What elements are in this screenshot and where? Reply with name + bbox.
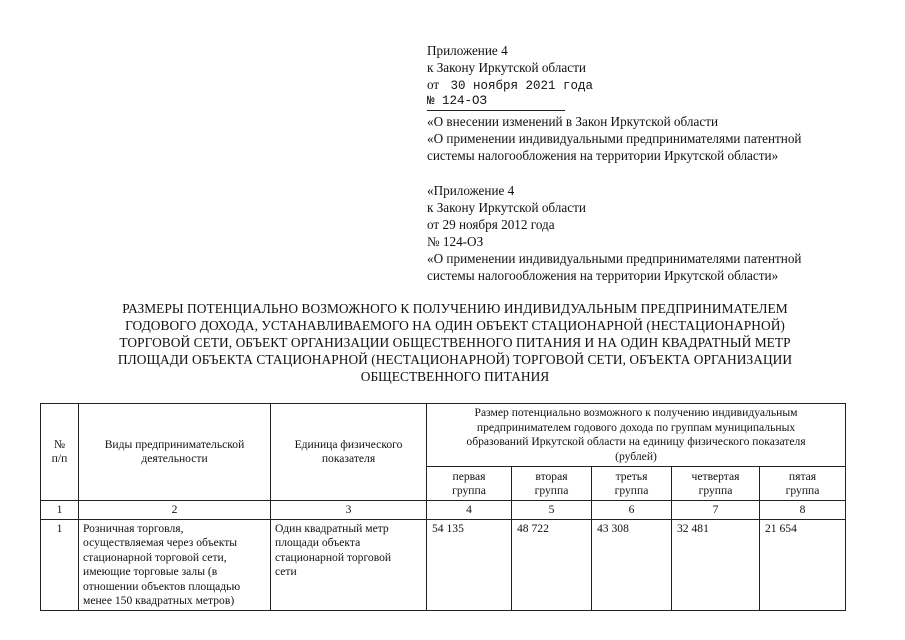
- header-text: деятельности: [141, 452, 208, 465]
- activity-line: отношении объектов площадью: [83, 579, 241, 593]
- col-header-income-size: [427, 404, 846, 467]
- header-text: первая: [452, 469, 486, 483]
- orig-appendix-line-4: № 124-ОЗ: [427, 234, 484, 249]
- value-group-2: 48 722: [512, 520, 592, 611]
- activity-line: стационарной торговой сети,: [83, 550, 227, 564]
- heading-line: ТОРГОВОЙ СЕТИ, ОБЪЕКТ ОРГАНИЗАЦИИ ОБЩЕСТВЕННОГО ПИТАНИЯ И НА ОДИН КВАДРАТНЫЙ МЕТР: [119, 335, 791, 350]
- orig-appendix-line-3: от 29 ноября 2012 года: [427, 217, 555, 232]
- col-header-group-1: [427, 467, 512, 501]
- number-underline: [427, 110, 565, 111]
- orig-appendix-line-2: к Закону Иркутской области: [427, 200, 586, 215]
- header-text: Виды предпринимательской: [104, 438, 245, 451]
- value-group-5: 21 654: [760, 520, 846, 611]
- orig-appendix-line-6: системы налогообложения на территории Иркутской области»: [427, 268, 779, 283]
- activity-line: Розничная торговля,: [83, 522, 184, 535]
- activity-line: имеющие торговые залы (в: [83, 565, 218, 579]
- header-text: образований Иркутской области на единицу физического показателя: [466, 435, 806, 448]
- orig-appendix-line-5: «О применении индивидуальными предпринимателями патентной: [427, 251, 802, 266]
- column-number-row: [41, 501, 846, 520]
- header-text: №: [53, 438, 66, 451]
- value-group-4: 32 481: [672, 520, 760, 611]
- col-header-group-5: [760, 467, 846, 501]
- header-row: [41, 404, 846, 467]
- column-number: 4: [427, 501, 512, 520]
- header-text: показателя: [321, 452, 376, 465]
- table-row: [41, 520, 846, 611]
- unit-line: стационарной торговой: [275, 550, 392, 564]
- unit-line: Один квадратный метр: [275, 522, 389, 535]
- col-header-group-3: [592, 467, 672, 501]
- heading-line: РАЗМЕРЫ ПОТЕНЦИАЛЬНО ВОЗМОЖНОГО К ПОЛУЧЕНИЮ ИНДИВИДУАЛЬНЫМ ПРЕДПРИНИМАТЕЛЕМ: [122, 301, 788, 316]
- appendix-law-line: к Закону Иркутской области: [427, 60, 586, 75]
- header-text: четвертая: [691, 469, 740, 483]
- header-text: группа: [534, 483, 569, 497]
- header-text: предпринимателем годового дохода по группам муниципальных: [476, 420, 796, 434]
- header-text: группа: [785, 483, 820, 497]
- value-group-3: 43 308: [592, 520, 672, 611]
- unit-line: площади объекта: [275, 536, 361, 550]
- col-header-unit: [271, 404, 427, 501]
- row-number: 1: [41, 520, 79, 611]
- header-text: Размер потенциально возможного к получению индивидуальным: [474, 406, 798, 419]
- header-text: Единица физического: [294, 438, 403, 451]
- column-number: 7: [672, 501, 760, 520]
- unit-cell: [271, 520, 427, 611]
- column-number: 2: [79, 501, 271, 520]
- heading-line: ПЛОЩАДИ ОБЪЕКТА СТАЦИОНАРНОЙ (НЕСТАЦИОНАРНОЙ) ТОРГОВОЙ СЕТИ, ОБЪЕКТА ОРГАНИЗАЦИИ: [117, 352, 793, 367]
- unit-line: сети: [275, 565, 297, 579]
- column-number: 6: [592, 501, 672, 520]
- column-number: 3: [271, 501, 427, 520]
- appendix-line: Приложение 4: [427, 43, 508, 58]
- header-text: (рублей): [615, 449, 657, 463]
- activity-line: менее 150 квадратных метров): [83, 594, 235, 608]
- heading-line: ОБЩЕСТВЕННОГО ПИТАНИЯ: [360, 369, 550, 384]
- date-prefix: от: [427, 77, 440, 92]
- header-text: п/п: [51, 452, 68, 465]
- header-text: группа: [698, 483, 733, 497]
- amendment-title-line-3: системы налогообложения на территории Иркутской области»: [427, 148, 779, 163]
- header-text: группа: [614, 483, 649, 497]
- col-header-group-4: [672, 467, 760, 501]
- col-header-activity: [79, 404, 271, 501]
- activity-cell: [79, 520, 271, 611]
- appendix-number: № 124-ОЗ: [427, 94, 488, 108]
- value-group-1: 54 135: [427, 520, 512, 611]
- column-number: 1: [41, 501, 79, 520]
- col-header-group-2: [512, 467, 592, 501]
- income-table: [40, 403, 846, 611]
- header-text: третья: [615, 469, 648, 483]
- document-heading: [40, 300, 870, 385]
- header-text: группа: [452, 483, 486, 497]
- orig-appendix-line-1: «Приложение 4: [427, 183, 515, 198]
- header-text: вторая: [535, 469, 568, 483]
- activity-line: осуществляемая через объекты: [83, 536, 238, 550]
- date-value: 30 ноября 2021 года: [450, 79, 594, 93]
- heading-line: ГОДОВОГО ДОХОДА, УСТАНАВЛИВАЕМОГО НА ОДИН ОБЪЕКТ СТАЦИОНАРНОЙ (НЕСТАЦИОНАРНОЙ): [125, 318, 785, 333]
- amendment-title-line-1: «О внесении изменений в Закон Иркутской области: [427, 114, 719, 129]
- header-text: пятая: [788, 469, 817, 483]
- amendment-title-line-2: «О применении индивидуальными предпринимателями патентной: [427, 131, 802, 146]
- column-number: 5: [512, 501, 592, 520]
- column-number: 8: [760, 501, 846, 520]
- col-header-num: [41, 404, 79, 501]
